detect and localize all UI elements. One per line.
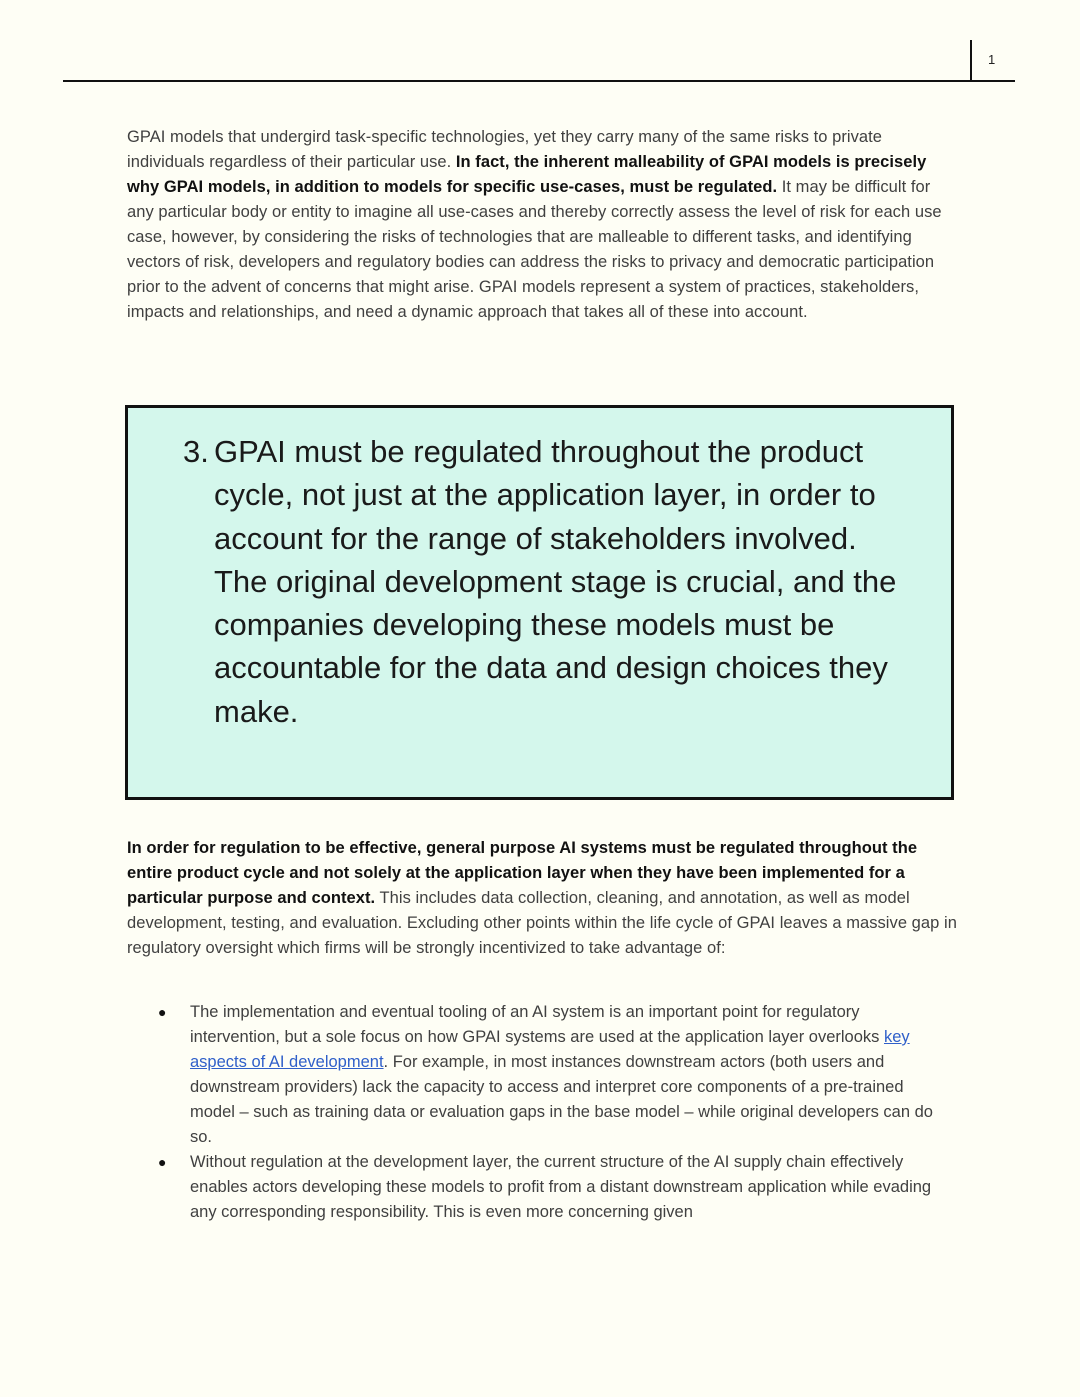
- paragraph1-rest: It may be difficult for any particular body or entity to imagine all use-cases and thereby correctly assess the level of risk for each use case, however, by considering the risks of technologies that are malleable to different tasks, and identifying vectors of risk, developers and regulatory bodies can address the risks to privacy and democratic participation prior to the advent of concerns that might arise. GPAI models represent a system of practices, stakeholders, impacts and relationships, and need a dynamic approach that takes all of these into account.: [127, 178, 942, 321]
- bullet-list: [158, 1000, 950, 1225]
- callout-number: 3.: [183, 434, 209, 469]
- paragraph-gpai-malleability: [127, 125, 957, 325]
- paragraph2-bold: In order for regulation to be effective, general purpose AI systems must be regulated throughout the entire product cycle and not solely at the application layer when they have been implemented for a particular purpose and context.: [127, 839, 918, 907]
- paragraph-product-cycle: [127, 836, 957, 961]
- callout-text: GPAI must be regulated throughout the product cycle, not just at the application layer, in order to account for the range of stakeholders involved. The original development stage is crucial, and the companies developing these models must be accountable for the data and design choices they make.: [214, 434, 897, 729]
- list-item: [158, 1150, 950, 1225]
- paragraph1-bold: In fact, the inherent malleability of GPAI models is precisely why GPAI models, in addition to models for specific use-cases, must be regulated.: [127, 153, 927, 196]
- callout-box: [125, 405, 954, 800]
- paragraph1-lead: GPAI models that undergird task-specific technologies, yet they carry many of the same risks to private individuals regardless of their particular use.: [127, 128, 883, 171]
- bullet-icon: ●: [158, 1004, 167, 1020]
- bullet1-after: . For example, in most instances downstream actors (both users and downstream providers) lack the capacity to access and interpret core components of a pre-trained model – such as training data or evaluation gaps in the base model – while original developers can do so.: [190, 1053, 933, 1146]
- header-tick: [970, 40, 972, 81]
- key-aspects-link[interactable]: key aspects of AI development: [190, 1028, 910, 1071]
- page-number: 1: [988, 52, 996, 67]
- list-item: [158, 1000, 950, 1150]
- bullet1-before: The implementation and eventual tooling of an AI system is an important point for regulatory intervention, but a sole focus on how GPAI systems are used at the application layer overlooks: [190, 1003, 884, 1046]
- paragraph2-rest: This includes data collection, cleaning, and annotation, as well as model development, testing, and evaluation. Excluding other points within the life cycle of GPAI leaves a massive gap in regulatory oversight which firms will be strongly incentivized to take advantage of:: [127, 889, 957, 957]
- bullet2-text: Without regulation at the development layer, the current structure of the AI supply chain effectively enables actors developing these models to profit from a distant downstream application while evading any corresponding responsibility. This is even more concerning given: [190, 1153, 932, 1221]
- header-rule: [63, 80, 1015, 82]
- bullet-icon: ●: [158, 1154, 167, 1170]
